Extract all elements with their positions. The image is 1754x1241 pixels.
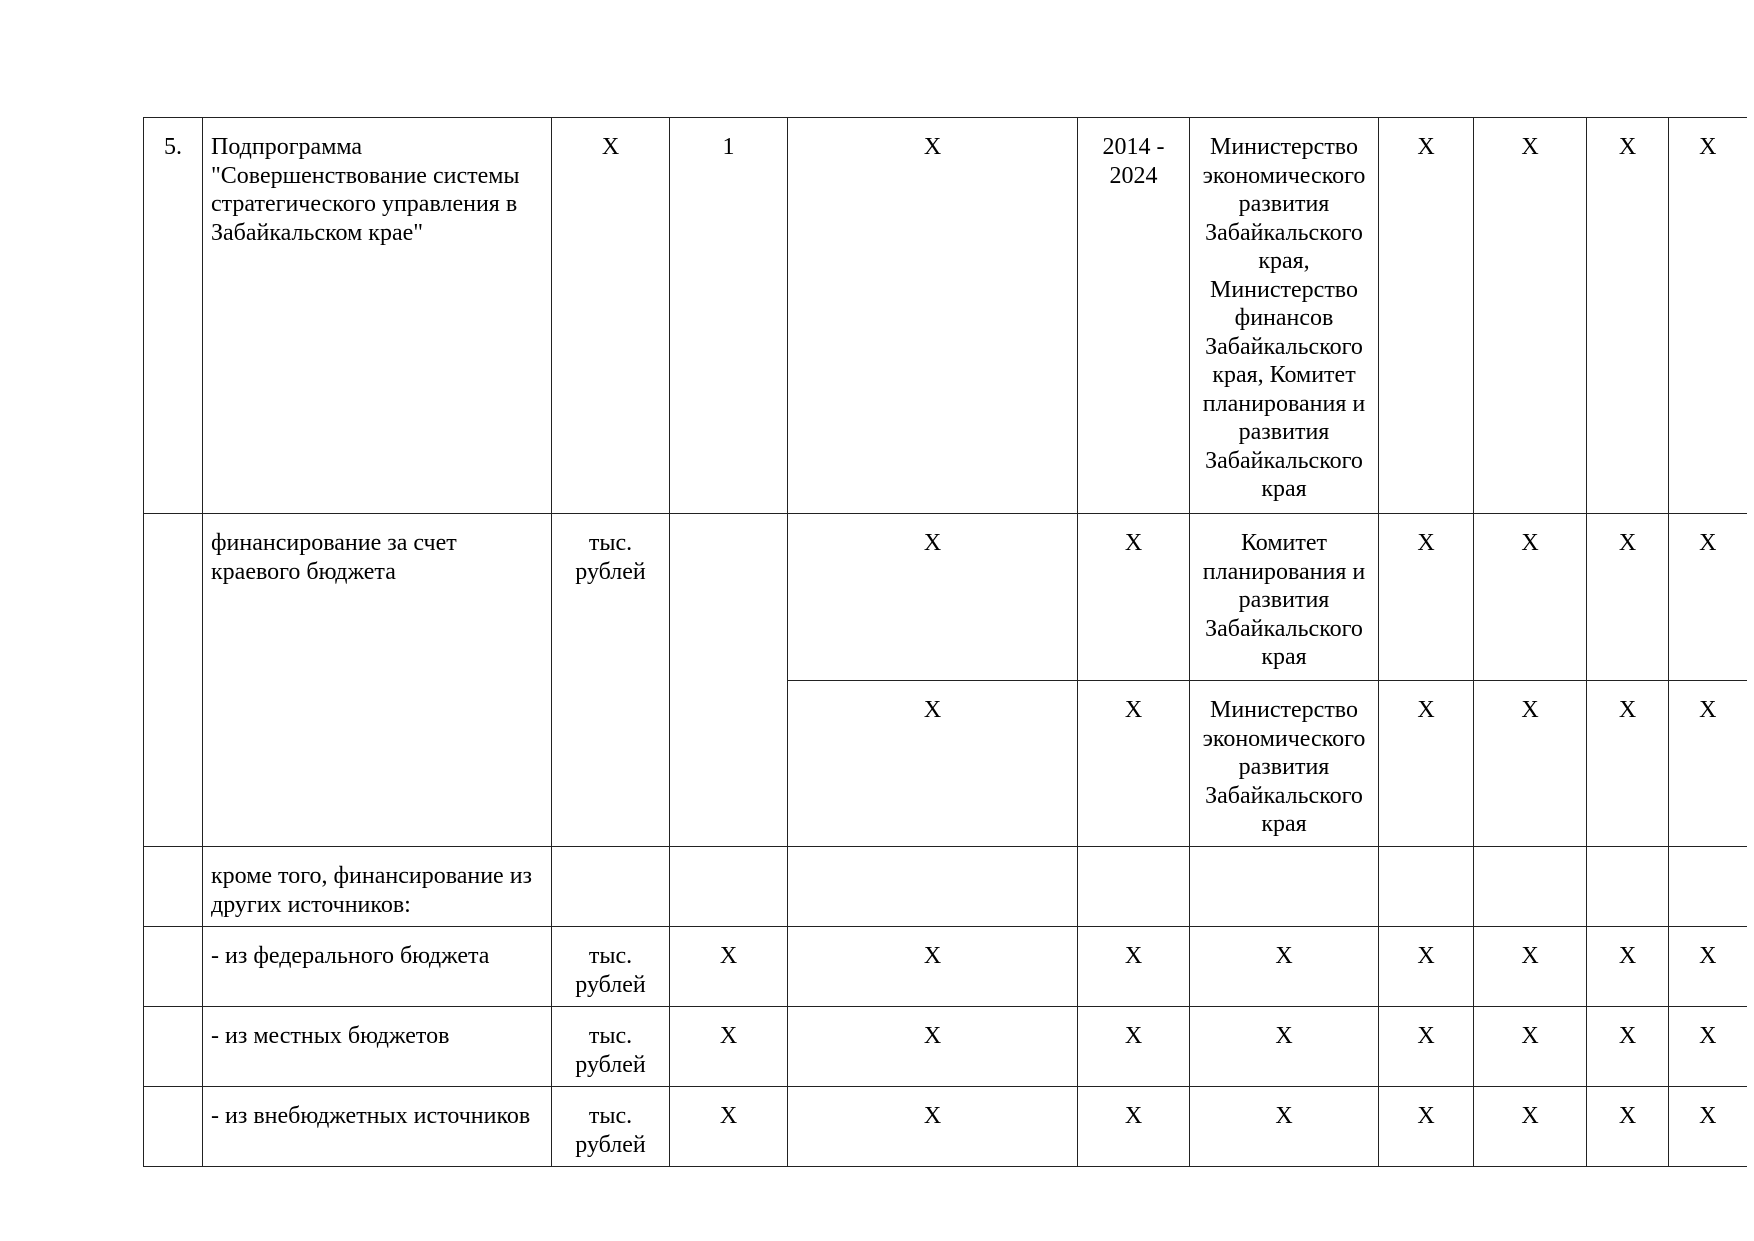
row-number-cell — [144, 514, 203, 847]
value-3: Х — [1618, 1103, 1637, 1129]
unit-cell — [552, 1007, 670, 1087]
funding-name: финансирование за счет краевого бюджета — [211, 530, 457, 585]
value-cell — [1587, 847, 1669, 927]
period-cell — [1078, 1007, 1190, 1087]
code-value: Х — [923, 1023, 942, 1049]
value-cell — [1587, 514, 1669, 681]
value-4: Х — [1699, 530, 1717, 556]
row-number: 5. — [164, 134, 182, 160]
federal-budget-label: - из федерального бюджета — [211, 943, 490, 969]
value-cell — [1587, 1087, 1669, 1167]
period-cell — [1078, 847, 1190, 927]
value-2: Х — [1521, 697, 1539, 723]
row-number-cell — [144, 118, 203, 514]
value-cell — [1669, 681, 1747, 847]
value-cell — [1474, 847, 1587, 927]
value-3: Х — [1618, 1023, 1637, 1049]
executor-value: Х — [1275, 1023, 1293, 1049]
value-cell — [1379, 847, 1474, 927]
row-number-cell — [144, 927, 203, 1007]
code-value: Х — [923, 530, 942, 556]
value-1: Х — [1417, 943, 1435, 969]
name-cell — [203, 847, 552, 927]
value-cell — [1379, 1087, 1474, 1167]
weight-value: Х — [719, 1103, 738, 1129]
value-2: Х — [1521, 943, 1539, 969]
executor-value: Министерство экономического развития Забайкальского края, Министерство финансов Забайкальского края, Комитет планирования и развития Забайкальского края — [1202, 134, 1366, 502]
period-value: Х — [1124, 530, 1143, 556]
period-value: Х — [1124, 943, 1143, 969]
period-cell — [1078, 1087, 1190, 1167]
executor-cell — [1190, 681, 1379, 847]
value-cell — [1379, 118, 1474, 514]
value-cell — [1669, 1087, 1747, 1167]
value-cell — [1669, 1007, 1747, 1087]
code-cell — [788, 1087, 1078, 1167]
unit-cell — [552, 514, 670, 847]
name-cell — [203, 514, 552, 847]
value-4: Х — [1699, 1103, 1717, 1129]
period-cell — [1078, 927, 1190, 1007]
executor-value: Министерство экономического развития Забайкальского края — [1202, 697, 1366, 837]
weight-cell — [670, 1087, 788, 1167]
code-cell — [788, 1007, 1078, 1087]
row-number-cell — [144, 847, 203, 927]
code-cell — [788, 927, 1078, 1007]
unit-value: тыс. рублей — [575, 1103, 646, 1158]
other-sources-label: кроме того, финансирование из других источников: — [211, 863, 533, 918]
value-cell — [1474, 514, 1587, 681]
value-cell — [1379, 681, 1474, 847]
row-number-cell — [144, 1087, 203, 1167]
code-value: Х — [923, 697, 942, 723]
value-2: Х — [1521, 1103, 1539, 1129]
value-cell — [1474, 681, 1587, 847]
unit-value: Х — [601, 134, 620, 160]
value-cell — [1587, 927, 1669, 1007]
code-cell — [788, 681, 1078, 847]
period-cell — [1078, 514, 1190, 681]
weight-cell — [670, 514, 788, 847]
executor-value: Х — [1275, 1103, 1293, 1129]
weight-cell — [670, 847, 788, 927]
program-table — [143, 117, 1747, 1167]
executor-cell — [1190, 514, 1379, 681]
code-cell — [788, 847, 1078, 927]
period-value: Х — [1124, 1023, 1143, 1049]
value-cell — [1587, 118, 1669, 514]
period-value: Х — [1124, 697, 1143, 723]
value-cell — [1379, 1007, 1474, 1087]
code-cell — [788, 514, 1078, 681]
value-2: Х — [1521, 1023, 1539, 1049]
weight-value: Х — [719, 943, 738, 969]
period-value: 2014 - 2024 — [1102, 134, 1165, 189]
name-cell — [203, 118, 552, 514]
period-cell — [1078, 118, 1190, 514]
weight-value: 1 — [722, 134, 735, 160]
value-cell — [1669, 927, 1747, 1007]
executor-cell — [1190, 927, 1379, 1007]
value-4: Х — [1699, 943, 1717, 969]
table-row — [144, 847, 1747, 927]
weight-value: Х — [719, 1023, 738, 1049]
code-value: Х — [923, 134, 942, 160]
value-1: Х — [1417, 530, 1435, 556]
value-cell — [1474, 1007, 1587, 1087]
unit-cell — [552, 847, 670, 927]
weight-cell — [670, 118, 788, 514]
value-cell — [1669, 118, 1747, 514]
code-value: Х — [923, 1103, 942, 1129]
value-cell — [1474, 927, 1587, 1007]
name-cell — [203, 1007, 552, 1087]
value-cell — [1587, 681, 1669, 847]
value-2: Х — [1521, 134, 1539, 160]
value-cell — [1669, 514, 1747, 681]
code-cell — [788, 118, 1078, 514]
value-cell — [1669, 847, 1747, 927]
name-cell — [203, 927, 552, 1007]
executor-value: Х — [1275, 943, 1293, 969]
table-row — [144, 1007, 1747, 1087]
executor-cell — [1190, 118, 1379, 514]
value-cell — [1379, 927, 1474, 1007]
unit-cell — [552, 927, 670, 1007]
unit-value: тыс. рублей — [575, 530, 646, 585]
unit-value: тыс. рублей — [575, 1023, 646, 1078]
value-3: Х — [1618, 530, 1637, 556]
table-row — [144, 927, 1747, 1007]
table-row — [144, 118, 1747, 514]
value-1: Х — [1417, 1103, 1435, 1129]
value-cell — [1379, 514, 1474, 681]
weight-cell — [670, 927, 788, 1007]
period-cell — [1078, 681, 1190, 847]
subprogram-name: Подпрограмма "Совершенствование системы стратегического управления в Забайкальском крае" — [211, 134, 520, 246]
value-3: Х — [1618, 943, 1637, 969]
executor-cell — [1190, 847, 1379, 927]
value-3: Х — [1618, 697, 1637, 723]
extra-budgetary-label: - из внебюджетных источников — [211, 1103, 531, 1129]
value-4: Х — [1699, 134, 1717, 160]
unit-cell — [552, 118, 670, 514]
value-1: Х — [1417, 134, 1435, 160]
weight-cell — [670, 1007, 788, 1087]
table-row — [144, 1087, 1747, 1167]
value-1: Х — [1417, 697, 1435, 723]
table-row — [144, 514, 1747, 681]
code-value: Х — [923, 943, 942, 969]
value-3: Х — [1618, 134, 1637, 160]
unit-value: тыс. рублей — [575, 943, 646, 998]
period-value: Х — [1124, 1103, 1143, 1129]
name-cell — [203, 1087, 552, 1167]
executor-cell — [1190, 1007, 1379, 1087]
value-1: Х — [1417, 1023, 1435, 1049]
value-cell — [1474, 1087, 1587, 1167]
row-number-cell — [144, 1007, 203, 1087]
executor-cell — [1190, 1087, 1379, 1167]
unit-cell — [552, 1087, 670, 1167]
value-cell — [1474, 118, 1587, 514]
value-4: Х — [1699, 697, 1717, 723]
value-4: Х — [1699, 1023, 1717, 1049]
value-cell — [1587, 1007, 1669, 1087]
local-budgets-label: - из местных бюджетов — [211, 1023, 450, 1049]
executor-value: Комитет планирования и развития Забайкальского края — [1202, 530, 1366, 670]
value-2: Х — [1521, 530, 1539, 556]
